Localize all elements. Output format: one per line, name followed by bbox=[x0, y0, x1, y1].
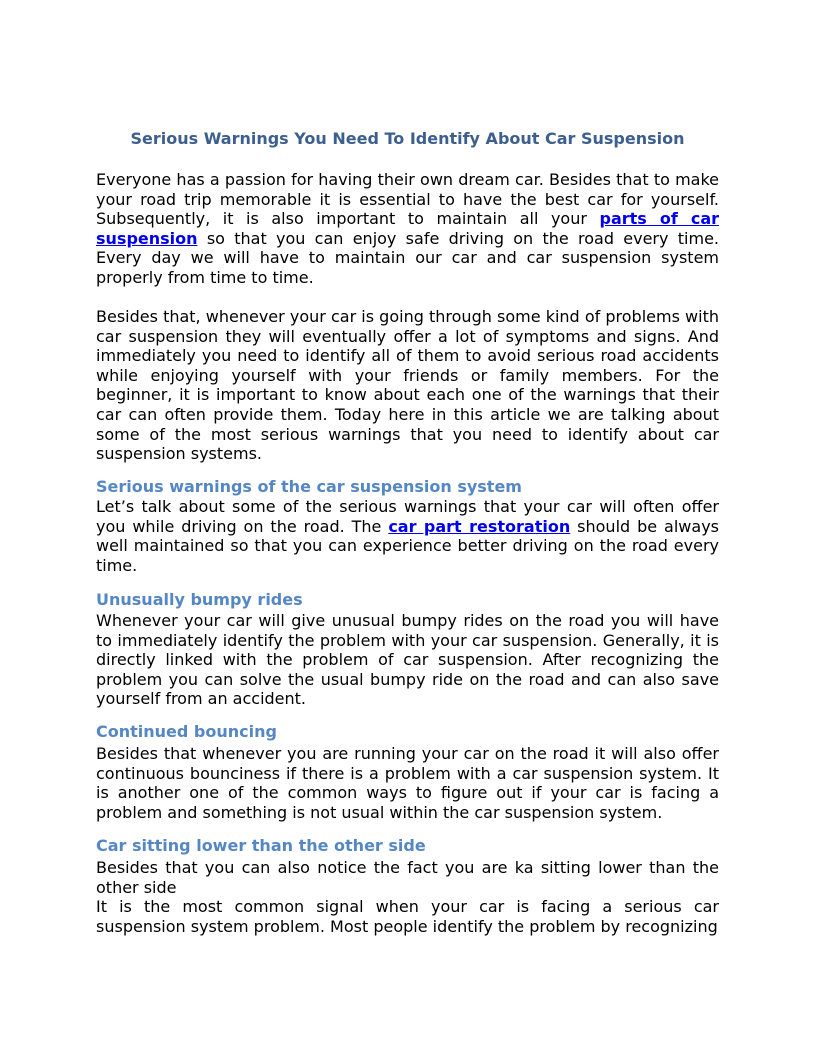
serious-warnings-text-after: should be always well maintained so that you can experience better driving on the road every time. bbox=[96, 516, 719, 575]
car-sitting-lower-paragraph-1: Besides that you can also notice the fact you are ka sitting lower than the other side bbox=[96, 858, 719, 897]
section-heading-continued-bouncing: Continued bouncing bbox=[96, 722, 277, 741]
continued-bouncing-paragraph: Besides that whenever you are running your car on the road it will also offer continuous bounciness if there is a problem with a car suspension system. It is another one of the common ways to figure out if your car is facing a problem and something is not usual within the car suspension system. bbox=[96, 744, 719, 822]
intro-text-before: Everyone has a passion for having their own dream car. Besides that to make your road trip memorable it is essential to have the best car for yourself. Subsequently, it is also important to maintain all your bbox=[96, 170, 719, 229]
car-sitting-lower-paragraph-2: It is the most common signal when your car is facing a serious car suspension system problem. Most people identify the problem by recognizing bbox=[96, 897, 719, 936]
intro-paragraph bbox=[96, 170, 719, 288]
bumpy-rides-paragraph: Whenever your car will give unusual bumpy rides on the road you will have to immediately identify the problem with your car suspension. Generally, it is directly linked with the problem of car suspension. After recognizing the problem you can solve the usual bumpy ride on the road and can also save yourself from an accident. bbox=[96, 611, 719, 709]
page-title: Serious Warnings You Need To Identify About Car Suspension bbox=[130, 129, 685, 148]
serious-warnings-text-before: Let’s talk about some of the serious warnings that your car will often offer you while driving on the road. The bbox=[96, 497, 719, 536]
section-heading-serious-warnings: Serious warnings of the car suspension system bbox=[96, 477, 522, 496]
intro-text-after: so that you can enjoy safe driving on the road every time. Every day we will have to maintain our car and car suspension system properly from time to time. bbox=[96, 228, 719, 287]
serious-warnings-paragraph bbox=[96, 497, 719, 575]
parts-of-car-suspension-link[interactable]: parts of car suspension bbox=[96, 209, 719, 248]
car-part-restoration-link[interactable]: car part restoration bbox=[388, 516, 571, 536]
section-heading-car-sitting-lower: Car sitting lower than the other side bbox=[96, 836, 426, 855]
problems-paragraph: Besides that, whenever your car is going through some kind of problems with car suspension they will eventually offer a lot of symptoms and signs. And immediately you need to identify all of them to avoid serious road accidents while enjoying yourself with your friends or family members. For the beginner, it is important to know about each one of the warnings that their car can often provide them. Today here in this article we are talking about some of the most serious warnings that you need to identify about car suspension systems. bbox=[96, 307, 719, 464]
section-heading-bumpy-rides: Unusually bumpy rides bbox=[96, 590, 303, 609]
